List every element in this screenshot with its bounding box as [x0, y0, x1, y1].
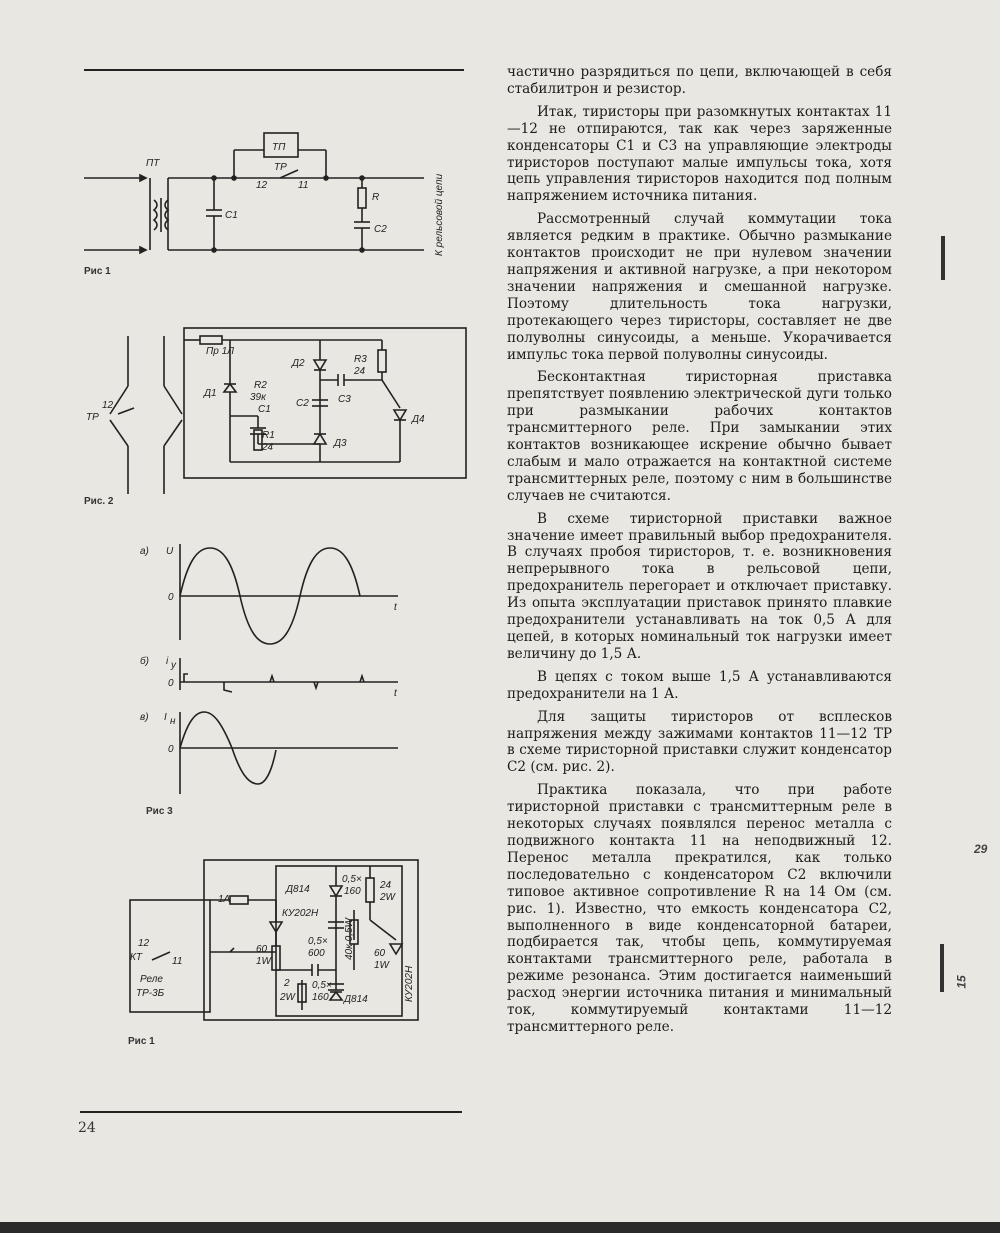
- fig3-a-label: а): [140, 546, 149, 557]
- figure-4-caption: Рис 1: [128, 1036, 155, 1047]
- fig4-r24-b: 2W: [380, 892, 395, 903]
- fig2-r1-label: R1: [262, 430, 275, 441]
- fig3-b-label: б): [140, 656, 149, 667]
- fig4-contact-12: 12: [138, 938, 150, 949]
- fig2-d2-label: Д2: [292, 358, 305, 369]
- fig1-contact-12: 12: [256, 180, 268, 191]
- fig4-relay-label-2: ТР-3Б: [136, 988, 165, 999]
- fig1-contact-11: 11: [298, 180, 309, 191]
- fig1-c2-label: C2: [374, 224, 387, 235]
- paragraph-1: частично разрядиться по цепи, включающей в себя стабилитрон и резистор.: [507, 64, 892, 97]
- figure-3-waveforms: [140, 540, 408, 800]
- fig4-relay-label-1: Реле: [140, 974, 163, 985]
- paragraph-5: В схеме тиристорной приставки важное значение имеет правильный выбор предохранителя. В случаях пробоя тиристоров, т. е. возникновения непрерывного тока в рельсовой цепи, предохранитель перегорает и отключает приставку. Из опыта эксплуатации приставок принято плавкие предохранители устанавливать на ток 0,5 А для цепей, в которых номинальный ток нагрузки имеет величину до 1,5 А.: [507, 510, 892, 662]
- fig2-c1-label: C1: [258, 404, 271, 415]
- fig2-r1-value: 24: [262, 442, 274, 453]
- paragraph-3: Рассмотренный случай коммутации тока является редким в практике. Обычно размыкание контактов происходит не при нулевом значении напряжения и активной нагрузке, а при некотором значении напряжения и смешанной нагрузке. Поэтому длительность тока нагрузки, протекающего через тиристоры, составляет не две полуволны синусоиды, а меньше. Укорачивается импульс тока первой полуволны синусоиды.: [507, 211, 892, 363]
- margin-number-top: 29: [974, 842, 988, 856]
- fig4-fuse-label: 1А: [218, 894, 231, 905]
- fig4-r24-a: 24: [380, 880, 392, 891]
- fig4-r60-b: 1W: [256, 956, 271, 967]
- fig4-cap2-b: 600: [308, 948, 325, 959]
- fig4-kt-label: КТ: [130, 952, 143, 963]
- figure-1-caption: Рис 1: [84, 266, 111, 277]
- fig4-r2-b: 2W: [280, 992, 295, 1003]
- fig4-cap3-a: 0,5×: [312, 980, 332, 991]
- fig4-thyristor-1: КУ202Н: [282, 908, 319, 919]
- margin-scan-mark-top: [941, 236, 945, 280]
- fig3-zero-a: 0: [168, 592, 174, 603]
- fig2-contact-12: 12: [102, 400, 114, 411]
- paragraph-4: Бесконтактная тиристорная приставка препятствует появлению электрической дуги только при размыкании рабочих контактов трансмиттерного реле. При замыкании этих контактов возникающее искрение обычно бывает слабым и мало отражается на контактной системе трансмиттерных реле, поэтому с ним в большинстве случаев не считаются.: [507, 369, 892, 504]
- fig1-tr-label: ТР: [274, 162, 287, 173]
- fig4-r40k: 40к 0,5W: [344, 918, 355, 960]
- margin-number-bottom: 15: [954, 975, 969, 989]
- top-rule: [84, 69, 464, 71]
- fig3-zero-b: 0: [168, 678, 174, 689]
- fig4-d814-bottom: Д814: [344, 994, 368, 1005]
- fig4-cap2-a: 0,5×: [308, 936, 328, 947]
- fig4-r60-d: 1W: [374, 960, 389, 971]
- fig2-c3-label: C3: [338, 394, 351, 405]
- fig4-contact-11: 11: [172, 956, 183, 967]
- fig3-ih-label: I: [164, 712, 167, 723]
- fig3-zero-c: 0: [168, 744, 174, 755]
- fig3-ih-sub: н: [170, 716, 176, 727]
- fig2-d4-label: Д4: [412, 414, 425, 425]
- fig3-t-b: t: [394, 688, 397, 699]
- paragraph-2: Итак, тиристоры при разомкнутых контактах 11—12 не отпираются, так как через заряженные конденсаторы С1 и С3 на управляющие электроды тиристоров поступают малые импульсы тока, хотя цепь управления тиристоров находится под полным напряжением источника питания.: [507, 103, 892, 205]
- fig3-iy-sub: у: [171, 660, 176, 671]
- fig4-r60-c: 60: [374, 948, 386, 959]
- body-text: [507, 64, 892, 1042]
- fig4-r60-a: 60: [256, 944, 268, 955]
- page-number: 24: [78, 1120, 96, 1136]
- fig2-r3-label: R3: [354, 354, 367, 365]
- paragraph-7: Для защиты тиристоров от всплесков напряжения между зажимами контактов 11—12 ТР в схеме тиристорной приставки служит конденсатор С2 (см. рис. 2).: [507, 708, 892, 776]
- bottom-rule: [80, 1111, 462, 1113]
- fig3-v-label: в): [140, 712, 149, 723]
- fig2-fuse-label: Пр 1Л: [206, 346, 235, 357]
- figure-2-circuit: [82, 326, 442, 496]
- fig1-output-label: К рельсовой цепи: [434, 173, 445, 256]
- figure-3-caption: Рис 3: [146, 806, 173, 817]
- fig1-pt-label: ПТ: [146, 158, 160, 169]
- fig4-cap3-b: 160: [312, 992, 329, 1003]
- fig3-u-label: U: [166, 546, 174, 557]
- figure-1-circuit: [84, 128, 464, 268]
- fig2-tr-label: ТР: [86, 412, 99, 423]
- figure-2-caption: Рис. 2: [84, 496, 114, 507]
- fig2-r2-label: R2: [254, 380, 267, 391]
- fig2-c2-label: C2: [296, 398, 309, 409]
- fig3-iy-label: i: [166, 656, 169, 667]
- fig2-r2-value: 39к: [250, 392, 266, 403]
- fig2-d1-label: Д1: [204, 388, 217, 399]
- fig1-tp-label: ТП: [272, 142, 286, 153]
- paragraph-8: Практика показала, что при работе тиристорной приставки с трансмиттерным реле в некоторых случаях появлялся перенос металла с подвижного контакта 11 на неподвижный 12. Перенос металла прекратился, как только последовательно с конденсатором С2 включили типовое активное сопротивление R на 14 Ом (см. рис. 1). Известно, что емкость конденсатора С2, выполненного в виде конденсаторной батареи, подбирается так, чтобы цепь, коммутируемая контактами трансмиттерного реле, работала в режиме резонанса. Этим достигается наименьший расход энергии источника питания и минимальный ток, коммутируемый контактами 11—12 трансмиттерного реле.: [507, 782, 892, 1035]
- fig1-c1-label: C1: [225, 210, 238, 221]
- fig2-d3-label: Д3: [334, 438, 347, 449]
- paragraph-6: В цепях с током выше 1,5 А устанавливаются предохранители на 1 А.: [507, 668, 892, 702]
- fig3-t-a: t: [394, 602, 397, 613]
- scan-bottom-edge: [0, 1222, 1000, 1233]
- fig1-r-label: R: [372, 192, 380, 203]
- fig4-r2-a: 2: [284, 978, 290, 989]
- figure-4-circuit: [126, 860, 446, 1030]
- fig4-d814-top: Д814: [286, 884, 310, 895]
- fig4-cap1-a: 0,5×: [342, 874, 362, 885]
- fig4-cap1-b: 160: [344, 886, 361, 897]
- margin-scan-mark-bottom: [940, 944, 944, 992]
- fig2-r3-value: 24: [354, 366, 366, 377]
- fig4-thyristor-2: КУ202Н: [404, 965, 415, 1002]
